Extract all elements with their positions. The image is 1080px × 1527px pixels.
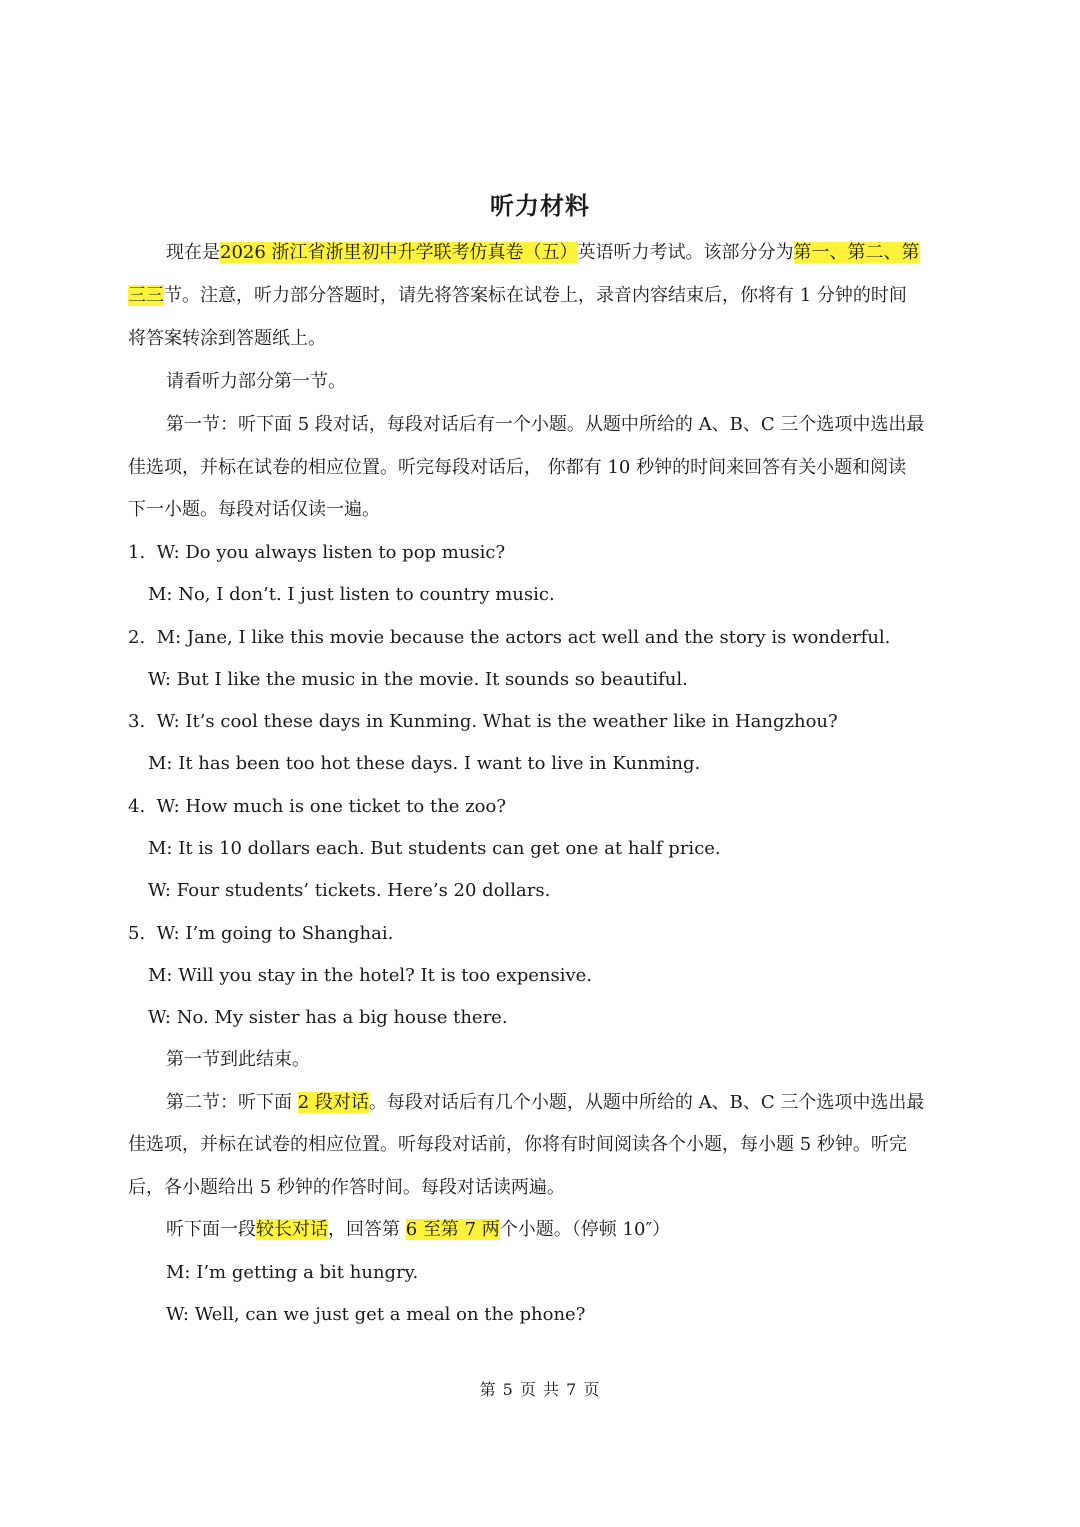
- intro-line-3: 将答案转涂到答题纸上。: [128, 328, 326, 349]
- intro-text: 英语听力考试。该部分分为: [577, 242, 794, 263]
- dialogue-text: W: I’m going to Shanghai.: [156, 923, 394, 944]
- highlight-sections-end: 三三: [128, 285, 164, 306]
- page-footer: 第 5 页 共 7 页: [479, 1380, 601, 1399]
- section1-prompt: 请看听力部分第一节。: [166, 371, 346, 392]
- section2-line-2: 佳选项，并标在试卷的相应位置。听每段对话前，你将有时间阅读各个小题，每小题 5 秒钟。听完: [128, 1134, 907, 1155]
- long-dialogue-prompt: [166, 1217, 670, 1243]
- dialogue-4-line-2: M: It is 10 dollars each. But students can get one at half price.: [148, 838, 721, 859]
- dialogue-3-line-1: [128, 709, 838, 735]
- dialogue-5-line-1: [128, 921, 393, 947]
- dialogue-number: 5.: [128, 923, 146, 944]
- dialogue-text: W: It’s cool these days in Kunming. What is the weather like in Hangzhou?: [156, 711, 838, 732]
- dialogue-3-line-2: M: It has been too hot these days. I want to live in Kunming.: [148, 753, 701, 774]
- intro-text: 节。注意，听力部分答题时，请先将答案标在试卷上，录音内容结束后，你将有 1 分钟的时间: [164, 285, 907, 306]
- intro-line-2: [128, 283, 907, 309]
- page-title: 听力材料: [490, 191, 590, 220]
- section1-instructions-line-2: 佳选项，并标在试卷的相应位置。听完每段对话后， 你都有 10 秒钟的时间来回答有关小题和阅读: [128, 457, 907, 478]
- prompt-text: ，回答第: [328, 1219, 406, 1240]
- highlight-exam-name: 2026 浙江省浙里初中升学联考仿真卷（五）: [220, 242, 578, 263]
- dialogue-text: M: Jane, I like this movie because the actors act well and the story is wonderful.: [156, 627, 891, 648]
- dialogue-text: W: Do you always listen to pop music?: [156, 542, 506, 563]
- dialogue-text: W: How much is one ticket to the zoo?: [156, 796, 506, 817]
- section2-line-3: 后，各小题给出 5 秒钟的作答时间。每段对话读两遍。: [128, 1177, 565, 1198]
- dialogue-number: 4.: [128, 796, 146, 817]
- prompt-text: 听下面一段: [166, 1219, 256, 1240]
- section1-instructions-line-1: 第一节：听下面 5 段对话，每段对话后有一个小题。从题中所给的 A、B、C 三个选项中选出最: [166, 414, 925, 435]
- dialogue-number: 3.: [128, 711, 146, 732]
- long-dialogue-line-1: M: I’m getting a bit hungry.: [166, 1262, 419, 1283]
- dialogue-5-line-2: M: Will you stay in the hotel? It is too expensive.: [148, 965, 593, 986]
- dialogue-5-line-3: W: No. My sister has a big house there.: [148, 1007, 508, 1028]
- dialogue-number: 1.: [128, 542, 146, 563]
- section2-text: 。每段对话后有几个小题，从题中所给的 A、B、C 三个选项中选出最: [368, 1092, 925, 1113]
- section2-line-1: [166, 1090, 924, 1116]
- dialogue-number: 2.: [128, 627, 146, 648]
- section1-instructions-line-3: 下一小题。每段对话仅读一遍。: [128, 499, 380, 520]
- highlight-long-dialogue: 较长对话: [256, 1219, 328, 1240]
- intro-line-1: [166, 240, 920, 266]
- highlight-sections: 第一、第二、第: [793, 242, 920, 263]
- section2-text: 第二节：听下面: [166, 1092, 298, 1113]
- highlight-question-range: 6 至第 7 两: [405, 1219, 500, 1240]
- highlight-dialogue-count: 2 段对话: [297, 1092, 369, 1113]
- dialogue-1-line-1: [128, 540, 505, 566]
- prompt-text: 个小题。（停顿 10″）: [499, 1219, 671, 1240]
- dialogue-1-line-2: M: No, I don’t. I just listen to country music.: [148, 584, 555, 605]
- long-dialogue-line-2: W: Well, can we just get a meal on the phone?: [166, 1304, 586, 1325]
- dialogue-2-line-1: [128, 625, 890, 651]
- intro-text: 现在是: [166, 242, 220, 263]
- dialogue-4-line-1: [128, 794, 506, 820]
- dialogue-4-line-3: W: Four students’ tickets. Here’s 20 dollars.: [148, 880, 551, 901]
- section1-end: 第一节到此结束。: [166, 1049, 310, 1070]
- dialogue-2-line-2: W: But I like the music in the movie. It sounds so beautiful.: [148, 669, 688, 690]
